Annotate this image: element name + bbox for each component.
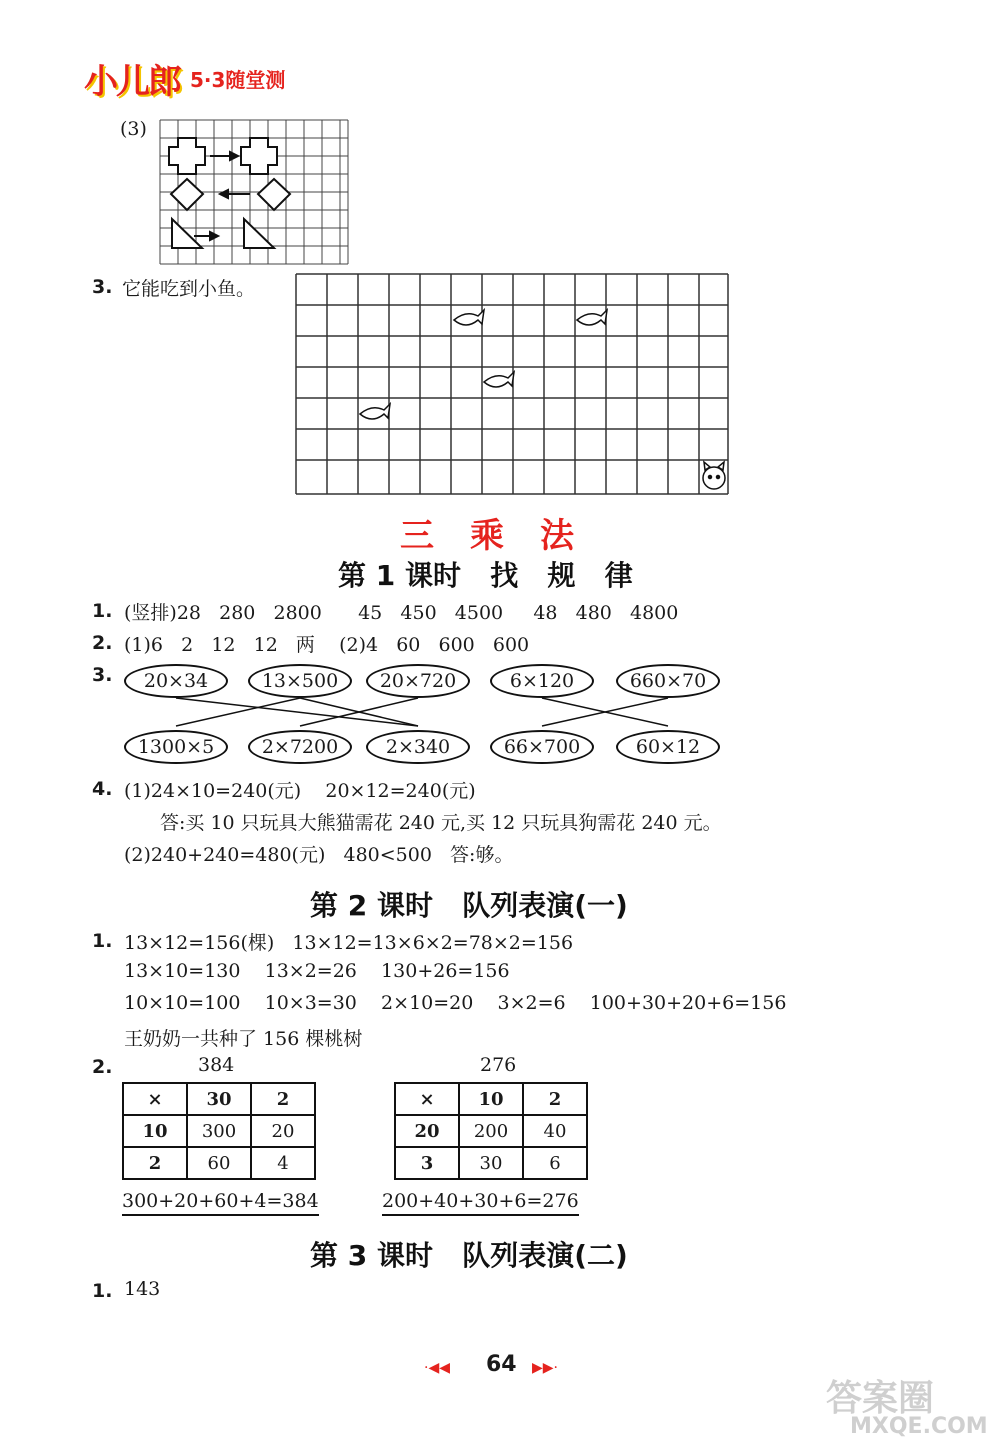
fish-grid-figure [294, 272, 732, 498]
oval-top-4: 6×120 [490, 664, 594, 698]
t2-head-2: 2 [523, 1083, 587, 1115]
watermark-logo: 答案圈 [826, 1378, 935, 1419]
t1-r2-label: 2 [123, 1147, 187, 1179]
next-arrows-icon: ▶▶· [532, 1360, 558, 1376]
t2-r1-c1: 200 [459, 1115, 523, 1147]
oval-bottom-2: 2×7200 [248, 730, 352, 764]
t2-head-x: × [395, 1083, 459, 1115]
prev-item-label: (3) [120, 118, 147, 140]
l3-q1-answer: 143 [124, 1278, 161, 1300]
t2-head-1: 10 [459, 1083, 523, 1115]
brand-logo: 小儿郎 [84, 62, 180, 102]
chapter-title: 三乘法 [400, 516, 610, 556]
l1-q4-number: 4. [92, 778, 113, 800]
table1-sum: 300+20+60+4=384 [122, 1190, 319, 1216]
l2-q2-number: 2. [92, 1056, 113, 1078]
l2-q1-number: 1. [92, 930, 113, 952]
l1-q2-number: 2. [92, 632, 113, 654]
l1-q1-number: 1. [92, 600, 113, 622]
lesson1-title: 第 1 课时 找 规 律 [338, 559, 633, 592]
t2-r1-label: 20 [395, 1115, 459, 1147]
t1-r2-c1: 60 [187, 1147, 251, 1179]
oval-top-5: 660×70 [616, 664, 720, 698]
t2-r1-c2: 40 [523, 1115, 587, 1147]
oval-bottom-4: 66×700 [490, 730, 594, 764]
table1-result: 384 [198, 1054, 235, 1076]
t1-head-x: × [123, 1083, 187, 1115]
l2-q1-line1: 13×12=156(棵) 13×12=13×6×2=78×2=156 [124, 932, 574, 954]
l2-q1-line4: 王奶奶一共种了 156 棵桃树 [124, 1028, 363, 1050]
table2-sum: 200+40+30+6=276 [382, 1190, 579, 1216]
multiplication-table-2 [394, 1082, 588, 1180]
l1-q3-number: 3. [92, 664, 113, 686]
t1-head-1: 30 [187, 1083, 251, 1115]
lesson2-title: 第 2 课时 队列表演(一) [310, 889, 628, 922]
l2-q1-line2: 13×10=130 13×2=26 130+26=156 [124, 960, 510, 982]
oval-top-1: 20×34 [124, 664, 228, 698]
t2-r2-c1: 30 [459, 1147, 523, 1179]
l1-q4-line1: (1)24×10=240(元) 20×12=240(元) [124, 780, 476, 802]
t1-r2-c2: 4 [251, 1147, 315, 1179]
q3-number: 3. [92, 276, 113, 298]
t1-head-2: 2 [251, 1083, 315, 1115]
l1-q1-answer: (竖排)28 280 2800 45 450 4500 48 480 4800 [124, 602, 679, 624]
watermark-url: MXQE.COM [850, 1414, 988, 1439]
l1-q4-line2: 答:买 10 只玩具大熊猫需花 240 元,买 12 只玩具狗需花 240 元。 [160, 812, 722, 834]
cat-icon [703, 462, 725, 489]
t1-r1-c2: 20 [251, 1115, 315, 1147]
oval-top-2: 13×500 [248, 664, 352, 698]
multiplication-table-1 [122, 1082, 316, 1180]
t2-r2-label: 3 [395, 1147, 459, 1179]
oval-bottom-1: 1300×5 [124, 730, 228, 764]
t2-r2-c2: 6 [523, 1147, 587, 1179]
l1-q4-line3: (2)240+240=480(元) 480<500 答:够。 [124, 844, 514, 866]
page-number: 64 [486, 1352, 517, 1377]
l3-q1-number: 1. [92, 1280, 113, 1302]
t1-r1-label: 10 [123, 1115, 187, 1147]
l2-q1-line3: 10×10=100 10×3=30 2×10=20 3×2=6 100+30+20+6=156 [124, 992, 787, 1014]
q3-answer: 它能吃到小鱼。 [122, 278, 256, 300]
t1-r1-c1: 300 [187, 1115, 251, 1147]
series-label: 5·3随堂测 [190, 68, 286, 92]
table2-result: 276 [480, 1054, 517, 1076]
oval-bottom-5: 60×12 [616, 730, 720, 764]
lesson3-title: 第 3 课时 队列表演(二) [310, 1239, 628, 1272]
prev-arrows-icon: ·◀◀ [424, 1360, 450, 1376]
l1-q2-answer: (1)6 2 12 12 两 (2)4 60 600 600 [124, 634, 530, 656]
translation-grid-figure [158, 118, 350, 266]
oval-bottom-3: 2×340 [366, 730, 470, 764]
oval-top-3: 20×720 [366, 664, 470, 698]
